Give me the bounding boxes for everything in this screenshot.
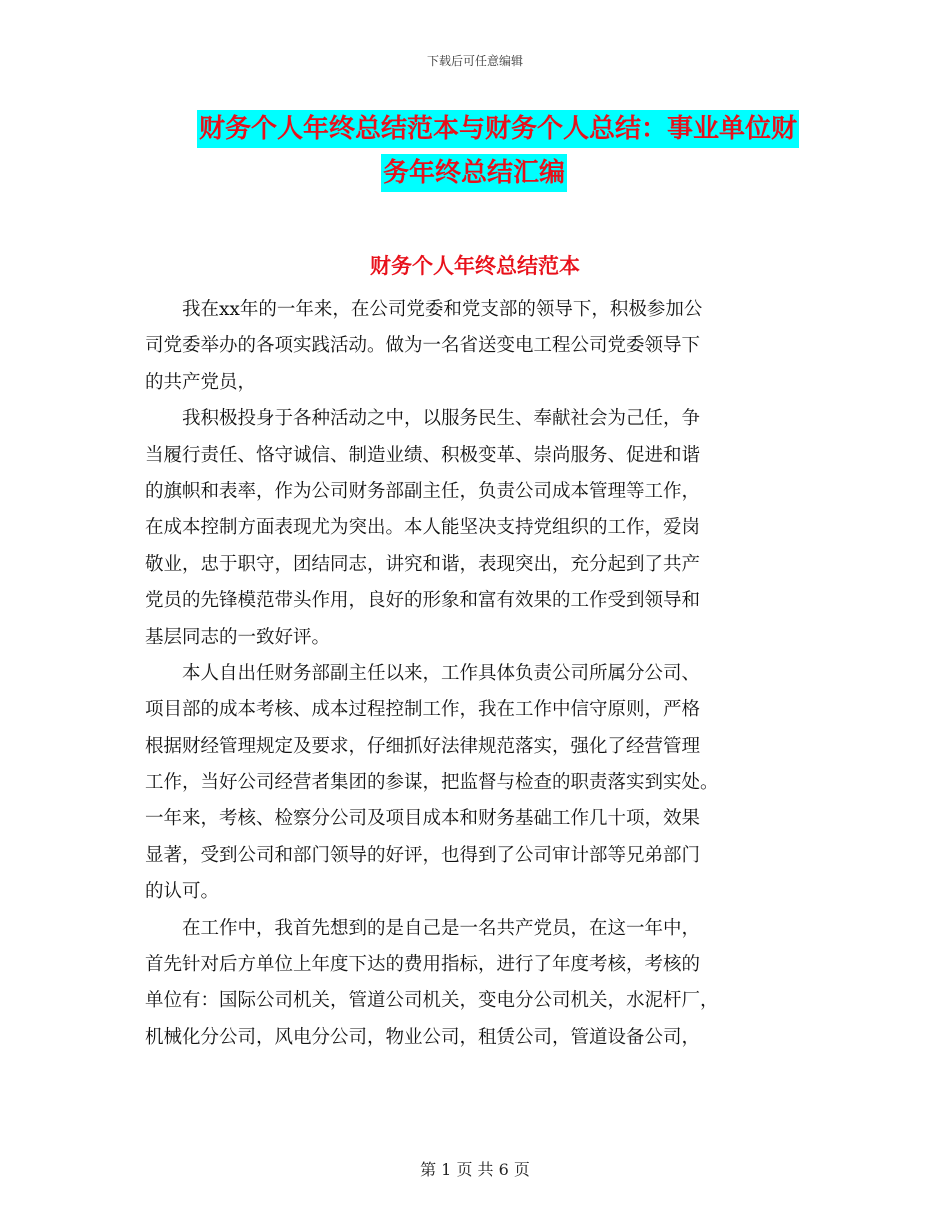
body-line: 司党委举办的各项实践活动。做为一名省送变电工程公司党委领导下 [145,335,701,357]
body-line: 敬业，忠于职守，团结同志，讲究和谐，表现突出，充分起到了共产 [145,553,701,575]
body-line: 一年来，考核、检察分公司及项目成本和财务基础工作几十项，效果 [145,808,701,830]
document-title-line-1: 财务个人年终总结范本与财务个人总结：事业单位财 [197,110,799,148]
body-line: 根据财经管理规定及要求，仔细抓好法律规范落实，强化了经营管理 [145,735,701,757]
body-line: 当履行责任、恪守诚信、制造业绩、积极变革、崇尚服务、促进和谐 [145,444,701,466]
body-line: 显著，受到公司和部门领导的好评，也得到了公司审计部等兄弟部门 [145,844,701,866]
body-line: 项目部的成本考核、成本过程控制工作，我在工作中信守原则，严格 [145,699,701,721]
body-line: 的旗帜和表率，作为公司财务部副主任，负责公司成本管理等工作， [145,480,701,502]
document-title-line-2: 务年终总结汇编 [381,154,567,192]
body-line: 的共产党员， [145,371,257,393]
body-line: 我积极投身于各种活动之中，以服务民生、奉献社会为己任，争 [145,408,701,430]
body-line: 本人自出任财务部副主任以来，工作具体负责公司所属分公司、 [145,662,701,684]
body-line: 工作，当好公司经营者集团的参谋，把监督与检查的职责落实到实处。 [145,772,719,794]
page-footer: 第 1 页 共 6 页 [420,1160,530,1179]
section-title: 财务个人年终总结范本 [370,254,580,278]
body-line: 首先针对后方单位上年度下达的费用指标，进行了年度考核，考核的 [145,954,701,976]
body-text [145,292,805,1056]
body-line: 在成本控制方面表现尤为突出。本人能坚决支持党组织的工作，爱岗 [145,517,701,539]
body-line: 我在xx年的一年来，在公司党委和党支部的领导下，积极参加公 [145,299,703,320]
body-line: 基层同志的一致好评。 [145,626,331,648]
body-line: 机械化分公司，风电分公司，物业公司，租赁公司，管道设备公司， [145,1026,701,1048]
body-line: 在工作中，我首先想到的是自己是一名共产党员，在这一年中， [145,917,701,939]
body-line: 的认可。 [145,881,220,903]
body-line: 党员的先锋模范带头作用，良好的形象和富有效果的工作受到领导和 [145,590,701,612]
page-header: 下载后可任意编辑 [426,54,523,68]
body-line: 单位有：国际公司机关，管道公司机关，变电分公司机关，水泥杆厂， [145,990,719,1012]
